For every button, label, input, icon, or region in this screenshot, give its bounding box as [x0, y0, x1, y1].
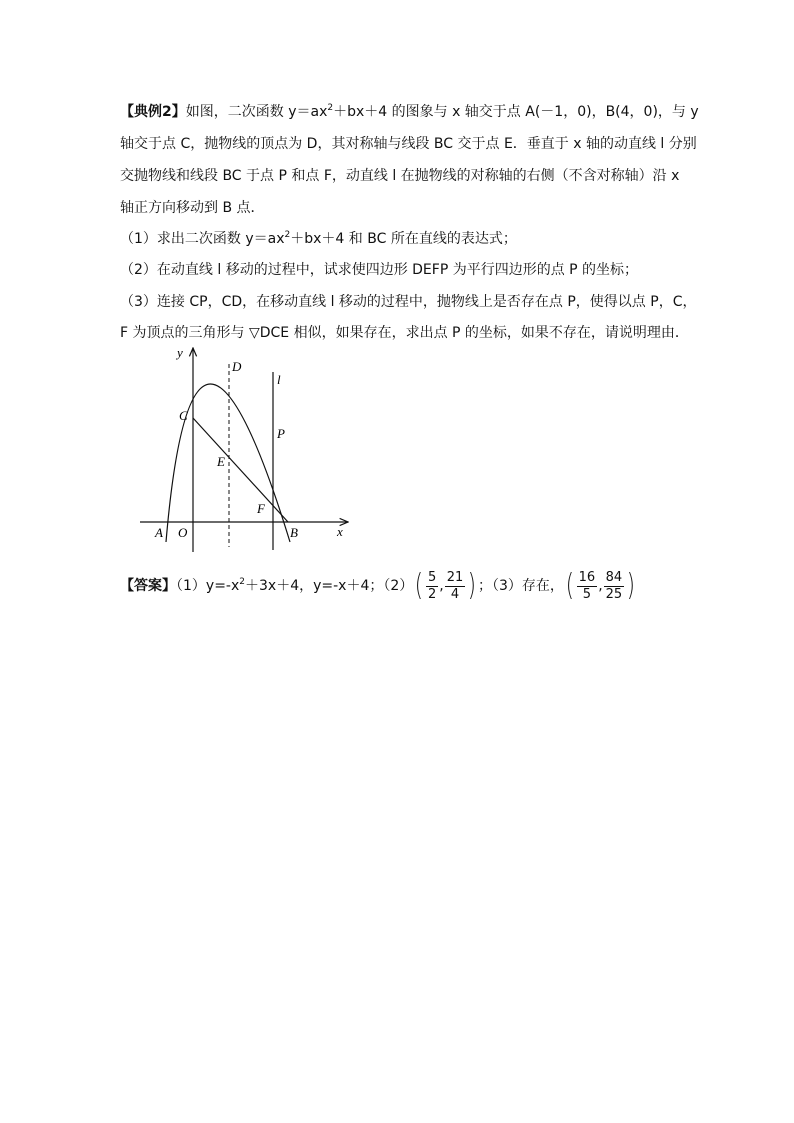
numerator: 21 — [446, 569, 464, 585]
problem-line-3: 交抛物线和线段 BC 于点 P 和点 F，动直线 l 在抛物线的对称轴的右侧（不含对称轴）沿 x — [120, 168, 680, 184]
fraction-84-25 — [604, 570, 625, 603]
answer-part-3: ；（3）存在， — [478, 578, 564, 594]
answer-label: 【答案】 — [120, 578, 176, 594]
close-paren: ) — [468, 568, 477, 603]
label-c: C — [179, 408, 188, 423]
question-1-text: （1）求出二次函数 y＝ax — [120, 231, 285, 247]
label-e: E — [217, 454, 225, 469]
question-1 — [120, 229, 517, 249]
label-f: F — [257, 501, 265, 516]
comma: , — [598, 578, 603, 594]
question-3-line-1: （3）连接 CP，CD，在移动直线 l 移动的过程中，抛物线上是否存在点 P，使得以点 P，C， — [120, 294, 697, 310]
exponent: 2 — [284, 230, 291, 240]
close-paren: ) — [626, 568, 636, 603]
answer-part-1: （1）y=-x — [176, 578, 240, 594]
question-3-line-2: F 为顶点的三角形与 ▽DCE 相似，如果存在，求出点 P 的坐标，如果不存在，请说明理由． — [120, 325, 689, 341]
denominator: 25 — [605, 586, 623, 602]
question-2: （2）在动直线 l 移动的过程中，试求使四边形 DEFP 为平行四边形的点 P 的坐标； — [120, 262, 639, 278]
fraction-21-4 — [445, 570, 466, 603]
problem-text: ＋bx＋4 的图象与 x 轴交于点 A(－1，0)，B(4，0)，与 y — [333, 104, 699, 120]
label-o: O — [178, 525, 188, 540]
label-a: A — [155, 525, 163, 540]
label-x: x — [337, 524, 343, 539]
problem-line-2: 轴交于点 C，抛物线的顶点为 D，其对称轴与线段 BC 交于点 E．垂直于 x 轴的动直线 l 分别 — [120, 136, 697, 152]
problem-text: 如图，二次函数 y＝ax — [185, 104, 328, 120]
open-paren: ( — [565, 568, 574, 603]
numerator: 84 — [605, 569, 623, 585]
label-l: l — [277, 372, 281, 387]
label-p: P — [277, 426, 285, 441]
open-paren: ( — [415, 568, 424, 603]
label-b: B — [290, 525, 298, 540]
denominator: 5 — [582, 586, 592, 602]
example-label: 【典例2】 — [120, 104, 186, 120]
denominator: 4 — [450, 586, 460, 602]
segment-bc — [193, 418, 288, 522]
problem-line-4: 轴正方向移动到 B 点． — [120, 200, 265, 216]
exponent: 2 — [327, 103, 334, 113]
answer-line — [120, 566, 637, 606]
problem-line-1 — [120, 102, 699, 122]
numerator: 5 — [428, 569, 437, 585]
label-y: y — [177, 345, 183, 360]
parabola-figure — [140, 342, 360, 562]
numerator: 16 — [578, 569, 596, 585]
question-1-text-end: ＋bx＋4 和 BC 所在直线的表达式； — [290, 231, 517, 247]
label-d: D — [232, 359, 242, 374]
fraction-16-5 — [577, 570, 598, 603]
denominator: 2 — [428, 586, 437, 602]
answer-part-1-end: ＋3x＋4，y=-x＋4；（2） — [245, 578, 414, 594]
fraction-5-2 — [426, 570, 438, 603]
comma: , — [439, 578, 444, 594]
exponent: 2 — [239, 577, 245, 587]
